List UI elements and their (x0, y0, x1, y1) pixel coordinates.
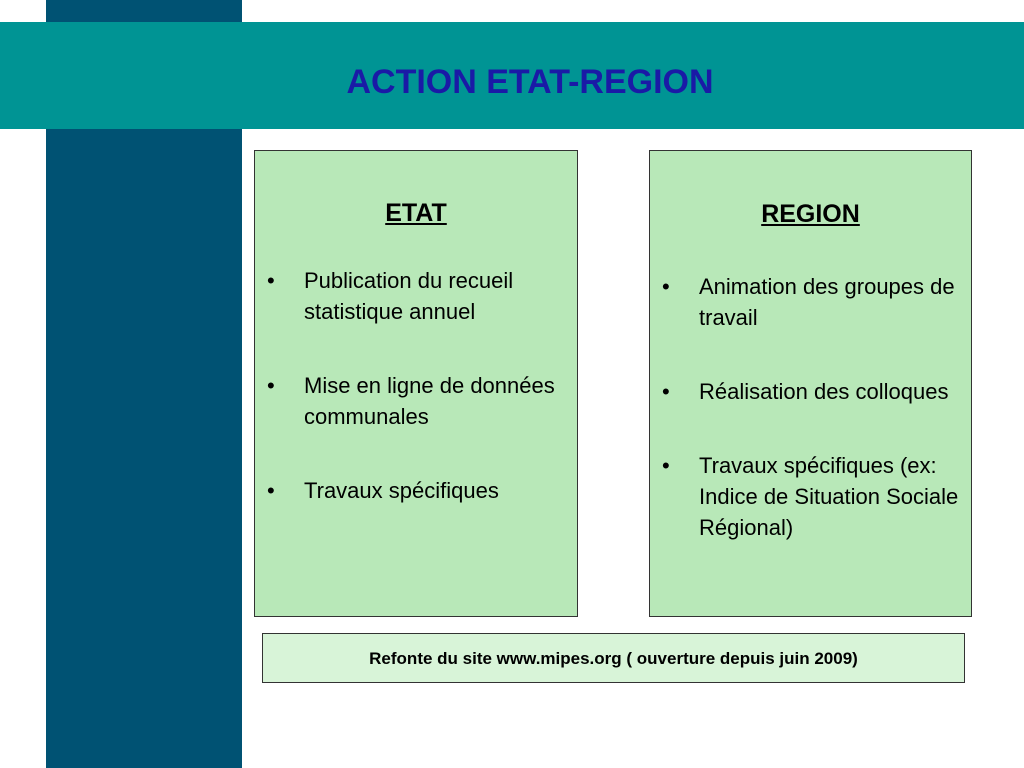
region-bullet-text: Animation des groupes de travail (699, 274, 955, 330)
bullet-icon: • (267, 478, 275, 503)
etat-bullet-text: Mise en ligne de données communales (304, 373, 555, 429)
bullet-icon: • (662, 274, 670, 299)
bullet-icon: • (662, 453, 670, 478)
etat-heading: ETAT (385, 199, 447, 227)
region-bullet-list (650, 271, 971, 543)
etat-bullet-list (255, 265, 577, 506)
bullet-icon: • (267, 373, 275, 398)
etat-bullet-item (255, 370, 577, 432)
etat-box (254, 150, 578, 617)
region-bullet-item (650, 376, 971, 407)
etat-bullet-item (255, 475, 577, 506)
region-box (649, 150, 972, 617)
region-bullet-text: Réalisation des colloques (699, 379, 949, 404)
footer-note-box (262, 633, 965, 683)
region-heading: REGION (761, 200, 860, 228)
slide-title: ACTION ETAT-REGION (346, 63, 714, 101)
etat-bullet-text: Travaux spécifiques (304, 478, 499, 503)
footer-note-text: Refonte du site www.mipes.org ( ouverture depuis juin 2009) (369, 649, 858, 668)
region-bullet-item (650, 450, 971, 543)
etat-bullet-item (255, 265, 577, 327)
region-bullet-item (650, 271, 971, 333)
etat-bullet-text: Publication du recueil statistique annuel (304, 268, 514, 324)
region-bullet-text: Travaux spécifiques (ex: Indice de Situation Sociale Régional) (699, 453, 959, 540)
bullet-icon: • (662, 379, 670, 404)
bullet-icon: • (267, 268, 275, 293)
